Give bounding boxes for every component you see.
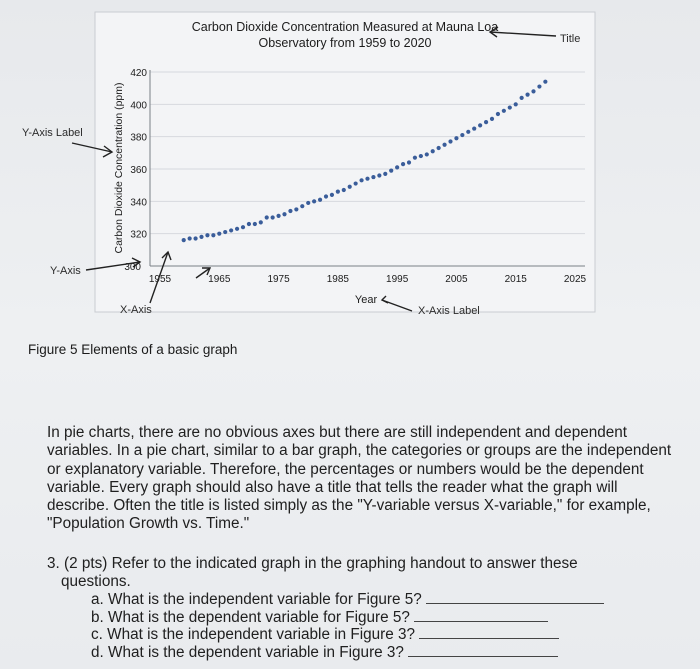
data-point <box>442 143 446 147</box>
data-point <box>312 199 316 203</box>
data-point <box>490 117 494 121</box>
data-point <box>294 207 298 211</box>
data-point <box>383 172 387 176</box>
data-point <box>199 235 203 239</box>
question-item-d <box>91 644 687 662</box>
question-item-c <box>91 626 687 644</box>
data-point <box>520 96 524 100</box>
data-point <box>188 236 192 240</box>
answer-blank[interactable] <box>419 626 559 639</box>
data-point <box>466 130 470 134</box>
x-tick-label: 2005 <box>445 274 468 285</box>
data-point <box>259 220 263 224</box>
x-tick-label: 1955 <box>148 274 172 285</box>
data-point <box>514 102 518 106</box>
answer-blank[interactable] <box>426 591 604 604</box>
y-tick-label: 300 <box>124 262 141 273</box>
data-point <box>247 222 251 226</box>
data-point <box>425 152 429 156</box>
data-point <box>454 136 458 140</box>
data-point <box>354 181 358 185</box>
data-point <box>537 84 541 88</box>
question-stem-continued: questions. <box>61 573 131 590</box>
data-point <box>437 146 441 150</box>
data-point <box>235 227 239 231</box>
y-tick-label: 420 <box>130 68 147 79</box>
x-tick-label: 1995 <box>386 274 409 285</box>
x-tick-label: 2025 <box>563 274 587 285</box>
data-point <box>241 225 245 229</box>
y-tick-label: 320 <box>130 229 147 241</box>
x-axis-label: Year <box>354 294 378 306</box>
data-point <box>413 156 417 160</box>
data-point <box>282 212 286 216</box>
x-tick-label: 1985 <box>326 274 349 285</box>
data-point <box>342 188 346 192</box>
chart-frame <box>95 12 595 312</box>
data-point <box>496 112 500 116</box>
data-point <box>217 232 221 236</box>
data-point <box>265 215 269 219</box>
data-point <box>205 233 209 237</box>
data-point <box>472 126 476 130</box>
annotation-y-axis-label: Y-Axis Label <box>22 127 83 139</box>
data-point <box>324 194 328 198</box>
body-paragraph <box>47 424 677 534</box>
data-point <box>460 133 464 137</box>
question-stem: 3. (2 pts) Refer to the indicated graph in the graphing handout to answer these <box>47 555 578 572</box>
data-point <box>253 222 257 226</box>
data-point <box>484 120 488 124</box>
data-point <box>543 80 547 84</box>
data-point <box>348 185 352 189</box>
data-point <box>318 198 322 202</box>
data-point <box>377 173 381 177</box>
question-item-text: b. What is the dependent variable for Figure 5? <box>91 608 410 626</box>
data-point <box>330 193 334 197</box>
data-point <box>389 169 393 173</box>
figure-caption: Figure 5 Elements of a basic graph <box>28 342 238 357</box>
data-point <box>288 209 292 213</box>
data-point <box>182 238 186 242</box>
y-tick-label: 400 <box>130 100 147 112</box>
y-tick-label: 340 <box>130 197 147 209</box>
data-point <box>401 162 405 166</box>
question-item-a <box>91 591 687 609</box>
x-tick-label: 1965 <box>208 274 231 285</box>
data-point <box>431 149 435 153</box>
data-point <box>478 123 482 127</box>
paragraph-text: In pie charts, there are no obvious axes but there are still independent and dependent variables. In a pie chart, similar to a bar graph, the categories or groups are the independent or explanatory variable. Therefore, the percentages or numbers would be the dependent variable. Every graph should also have a title that tells the reader what the graph will describe. Often the title is listed simply as the "Y-variable versus X-variable," for example, "Population Growth vs. Time." <box>47 424 672 533</box>
x-tick-label: 2015 <box>504 274 527 285</box>
data-point <box>419 154 423 158</box>
question-item-text: d. What is the dependent variable in Figure 3? <box>91 643 404 661</box>
data-point <box>365 177 369 181</box>
data-point <box>502 109 506 113</box>
data-point <box>276 214 280 218</box>
annotation-title: Title <box>560 33 581 45</box>
data-point <box>395 165 399 169</box>
data-point <box>508 105 512 109</box>
data-point <box>229 228 233 232</box>
annotation-x-axis-label: X-Axis Label <box>418 305 480 317</box>
y-tick-label: 360 <box>130 165 147 176</box>
data-point <box>306 201 310 205</box>
data-point <box>271 215 275 219</box>
annotation-y-axis: Y-Axis <box>50 265 81 277</box>
y-tick-label: 380 <box>130 132 147 144</box>
chart-title-line-2: Observatory from 1959 to 2020 <box>258 36 432 50</box>
data-point <box>448 139 452 143</box>
data-point <box>371 175 375 179</box>
question-item-text: c. What is the independent variable in Figure 3? <box>91 626 415 643</box>
answer-blank[interactable] <box>414 609 548 622</box>
data-point <box>300 204 304 208</box>
chart-title-line-1: Carbon Dioxide Concentration Measured at Mauna Loa <box>191 20 499 34</box>
data-point <box>531 89 535 93</box>
data-point <box>359 178 363 182</box>
data-point <box>193 236 197 240</box>
question-item-text: a. What is the independent variable for Figure 5? <box>91 591 422 608</box>
answer-blank[interactable] <box>408 644 558 657</box>
x-tick-label: 1975 <box>267 274 290 285</box>
data-point <box>525 93 529 97</box>
data-point <box>211 233 215 237</box>
question-item-b <box>91 609 687 627</box>
annotation-x-axis: X-Axis <box>120 304 152 316</box>
data-point <box>407 160 411 164</box>
data-point <box>223 230 227 234</box>
y-axis-label: Carbon Dioxide Concentration (ppm) <box>113 82 125 254</box>
question-3 <box>47 555 687 661</box>
data-point <box>336 190 340 194</box>
